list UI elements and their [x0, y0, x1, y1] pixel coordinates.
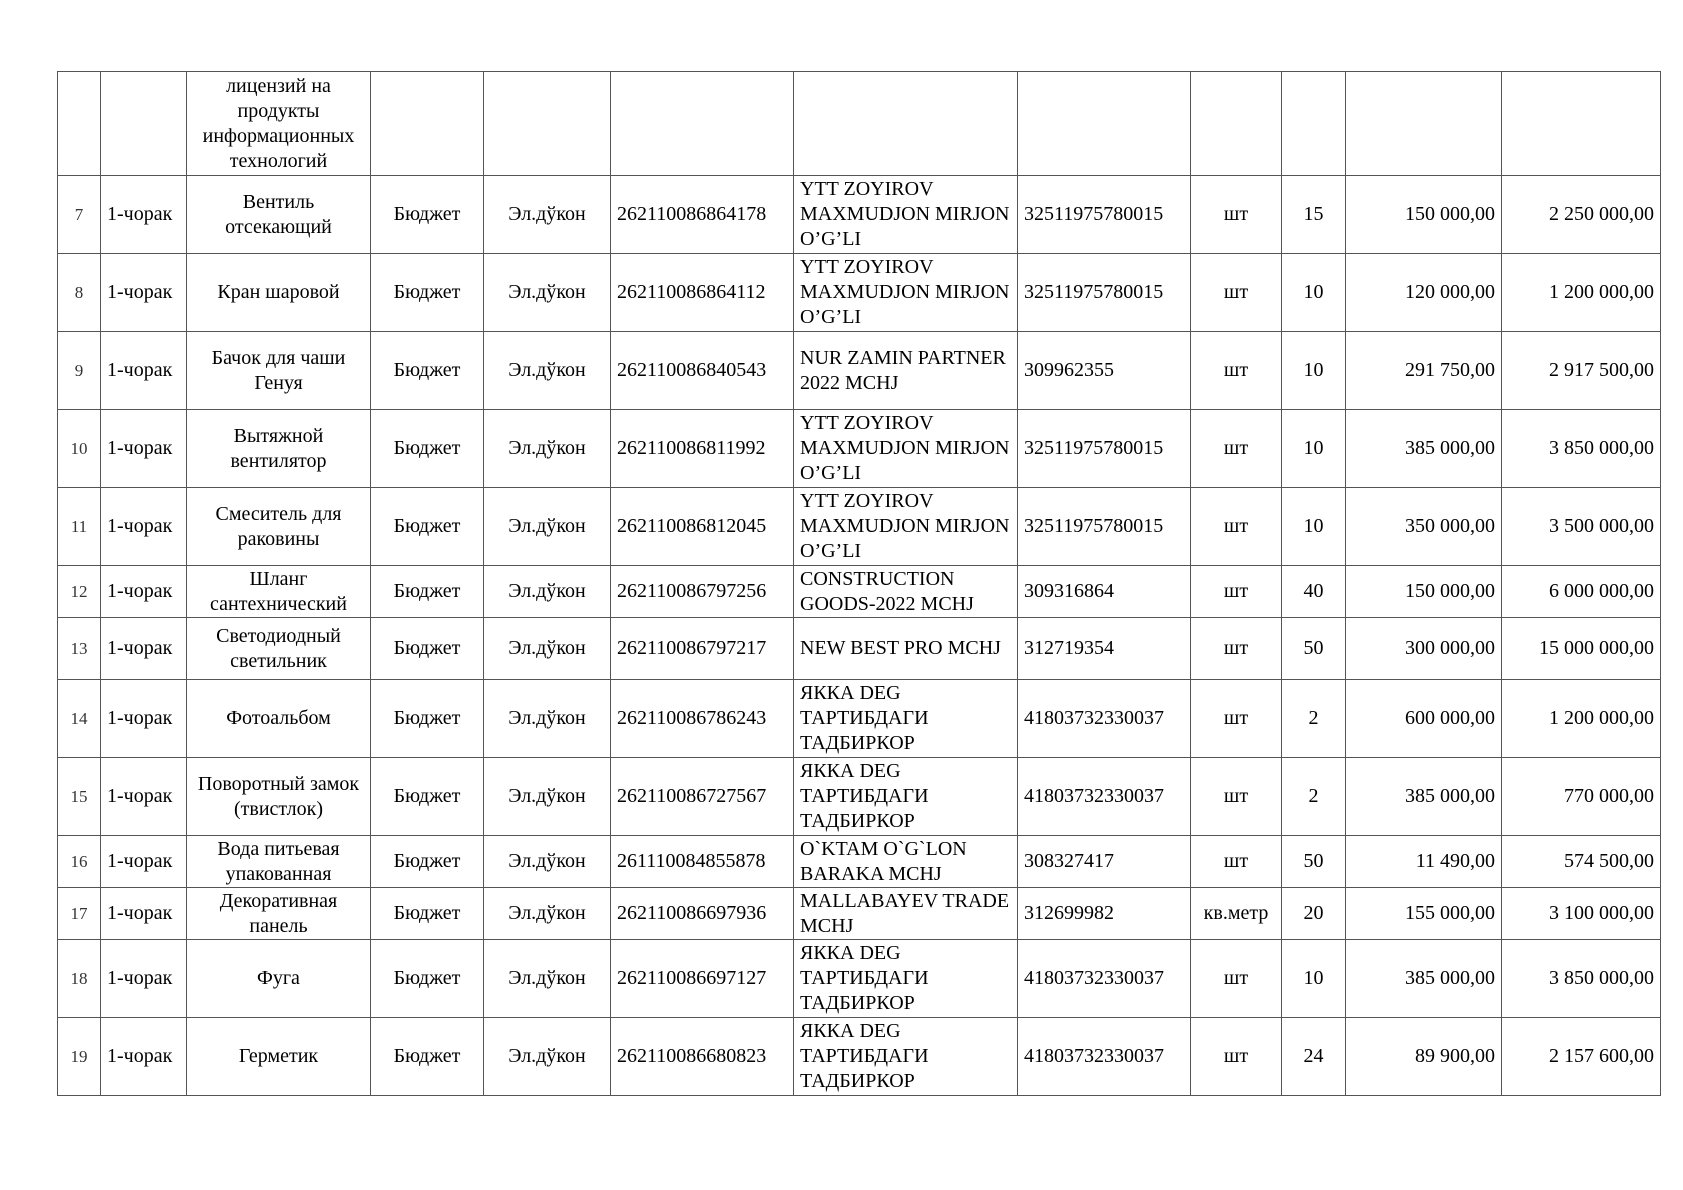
unit-price-cell: 150 000,00 [1346, 566, 1502, 618]
contract-number-cell: 262110086840543 [611, 332, 794, 410]
procurement-method-cell: Эл.дўкон [484, 888, 611, 940]
table-row [58, 1018, 1661, 1096]
supplier-inn-cell: 312719354 [1018, 618, 1191, 680]
supplier-name-cell: ЯККА DEG ТАРТИБДАГИ ТАДБИРКОР [794, 1018, 1018, 1096]
total-amount-cell: 2 250 000,00 [1502, 176, 1661, 254]
supplier-inn-cell: 41803732330037 [1018, 940, 1191, 1018]
funding-source-cell: Бюджет [371, 888, 484, 940]
total-amount-cell: 3 100 000,00 [1502, 888, 1661, 940]
item-name-cell: Герметик [187, 1018, 371, 1096]
procurement-method-cell: Эл.дўкон [484, 758, 611, 836]
item-name-cell: Декоративная панель [187, 888, 371, 940]
funding-source-cell: Бюджет [371, 488, 484, 566]
contract-number-cell: 262110086697936 [611, 888, 794, 940]
quantity-cell: 10 [1282, 332, 1346, 410]
quarter-cell: 1-чорак [101, 332, 187, 410]
table-row [58, 254, 1661, 332]
quarter-cell: 1-чорак [101, 940, 187, 1018]
unit-price-cell: 291 750,00 [1346, 332, 1502, 410]
funding-source-cell: Бюджет [371, 254, 484, 332]
unit-cell: шт [1191, 618, 1282, 680]
unit-price-cell: 120 000,00 [1346, 254, 1502, 332]
funding-source-cell: Бюджет [371, 680, 484, 758]
funding-source-cell: Бюджет [371, 836, 484, 888]
row-number: 15 [58, 758, 101, 836]
unit-cell: шт [1191, 940, 1282, 1018]
quarter-cell: 1-чорак [101, 888, 187, 940]
table-row [58, 488, 1661, 566]
table-row [58, 836, 1661, 888]
unit-cell: шт [1191, 1018, 1282, 1096]
total-amount-cell: 15 000 000,00 [1502, 618, 1661, 680]
contract-number-cell: 262110086864112 [611, 254, 794, 332]
item-name-cell: Вода питьевая упакованная [187, 836, 371, 888]
table-row [58, 410, 1661, 488]
supplier-name-cell: MALLABAYEV TRADE MCHJ [794, 888, 1018, 940]
procurement-method-cell: Эл.дўкон [484, 566, 611, 618]
quantity-cell: 50 [1282, 618, 1346, 680]
quantity-cell: 15 [1282, 176, 1346, 254]
supplier-name-cell: YTT ZOYIROV MAXMUDJON MIRJON O’G’LI [794, 410, 1018, 488]
unit-price-cell: 150 000,00 [1346, 176, 1502, 254]
procurement-method-cell: Эл.дўкон [484, 618, 611, 680]
table-row [58, 566, 1661, 618]
contract-number-cell: 262110086811992 [611, 410, 794, 488]
unit-price-cell: 385 000,00 [1346, 410, 1502, 488]
table-row [58, 758, 1661, 836]
supplier-name-cell: ЯККА DEG ТАРТИБДАГИ ТАДБИРКОР [794, 680, 1018, 758]
quantity-cell: 40 [1282, 566, 1346, 618]
item-name-cell: Поворотный замок (твистлок) [187, 758, 371, 836]
row-number: 7 [58, 176, 101, 254]
table-row [58, 176, 1661, 254]
procurement-method-cell: Эл.дўкон [484, 254, 611, 332]
table-row [58, 332, 1661, 410]
quarter-cell: 1-чорак [101, 176, 187, 254]
quantity-cell: 2 [1282, 680, 1346, 758]
supplier-inn-cell: 309962355 [1018, 332, 1191, 410]
table-body [58, 72, 1661, 1096]
funding-source-cell: Бюджет [371, 332, 484, 410]
quarter-cell: 1-чорак [101, 680, 187, 758]
supplier-inn-cell: 312699982 [1018, 888, 1191, 940]
row-number: 17 [58, 888, 101, 940]
unit-cell: шт [1191, 254, 1282, 332]
supplier-inn-cell: 309316864 [1018, 566, 1191, 618]
item-name-cell: Бачок для чаши Генуя [187, 332, 371, 410]
total-amount-cell: 2 157 600,00 [1502, 1018, 1661, 1096]
unit-price-cell: 350 000,00 [1346, 488, 1502, 566]
unit-cell: шт [1191, 410, 1282, 488]
unit-cell: шт [1191, 680, 1282, 758]
quantity-cell: 20 [1282, 888, 1346, 940]
unit-price-cell: 300 000,00 [1346, 618, 1502, 680]
supplier-inn-cell: 41803732330037 [1018, 680, 1191, 758]
supplier-inn-cell: 32511975780015 [1018, 488, 1191, 566]
total-amount-cell: 574 500,00 [1502, 836, 1661, 888]
supplier-name-cell: NUR ZAMIN PARTNER 2022 MCHJ [794, 332, 1018, 410]
contract-number-cell: 262110086680823 [611, 1018, 794, 1096]
quantity-cell: 2 [1282, 758, 1346, 836]
procurement-method-cell: Эл.дўкон [484, 836, 611, 888]
total-amount-cell: 2 917 500,00 [1502, 332, 1661, 410]
unit-cell: шт [1191, 566, 1282, 618]
total-amount-cell: 6 000 000,00 [1502, 566, 1661, 618]
quantity-cell: 10 [1282, 254, 1346, 332]
unit-price-cell: 11 490,00 [1346, 836, 1502, 888]
supplier-name-cell: ЯККА DEG ТАРТИБДАГИ ТАДБИРКОР [794, 940, 1018, 1018]
unit-cell: кв.метр [1191, 888, 1282, 940]
row-number: 11 [58, 488, 101, 566]
unit-price-cell: 385 000,00 [1346, 758, 1502, 836]
funding-source-cell: Бюджет [371, 618, 484, 680]
row-number: 9 [58, 332, 101, 410]
quantity-cell: 10 [1282, 940, 1346, 1018]
quarter-cell: 1-чорак [101, 758, 187, 836]
quantity-cell: 10 [1282, 488, 1346, 566]
procurement-method-cell: Эл.дўкон [484, 488, 611, 566]
unit-cell: шт [1191, 836, 1282, 888]
quarter-cell: 1-чорак [101, 618, 187, 680]
supplier-inn-cell: 308327417 [1018, 836, 1191, 888]
funding-source-cell: Бюджет [371, 1018, 484, 1096]
procurement-method-cell: Эл.дўкон [484, 940, 611, 1018]
supplier-name-cell: ЯККА DEG ТАРТИБДАГИ ТАДБИРКОР [794, 758, 1018, 836]
total-amount-cell: 770 000,00 [1502, 758, 1661, 836]
continuation-row [58, 72, 1661, 176]
row-number: 13 [58, 618, 101, 680]
table-row [58, 680, 1661, 758]
supplier-name-cell: O`KTAM O`G`LON BARAKA MCHJ [794, 836, 1018, 888]
total-amount-cell: 1 200 000,00 [1502, 254, 1661, 332]
contract-number-cell: 262110086797256 [611, 566, 794, 618]
supplier-inn-cell: 41803732330037 [1018, 758, 1191, 836]
quantity-cell: 24 [1282, 1018, 1346, 1096]
table-row [58, 888, 1661, 940]
table-row [58, 618, 1661, 680]
row-number: 14 [58, 680, 101, 758]
contract-number-cell: 261110084855878 [611, 836, 794, 888]
unit-price-cell: 89 900,00 [1346, 1018, 1502, 1096]
total-amount-cell: 3 850 000,00 [1502, 410, 1661, 488]
supplier-inn-cell: 32511975780015 [1018, 410, 1191, 488]
unit-cell: шт [1191, 758, 1282, 836]
contract-number-cell: 262110086864178 [611, 176, 794, 254]
unit-cell: шт [1191, 488, 1282, 566]
row-number: 18 [58, 940, 101, 1018]
supplier-inn-cell: 41803732330037 [1018, 1018, 1191, 1096]
item-name-cell: Вытяжной вентилятор [187, 410, 371, 488]
supplier-name-cell: YTT ZOYIROV MAXMUDJON MIRJON O’G’LI [794, 254, 1018, 332]
table-row [58, 940, 1661, 1018]
funding-source-cell: Бюджет [371, 758, 484, 836]
unit-price-cell: 600 000,00 [1346, 680, 1502, 758]
funding-source-cell: Бюджет [371, 940, 484, 1018]
item-name-cell: Шланг сантехнический [187, 566, 371, 618]
supplier-name-cell: YTT ZOYIROV MAXMUDJON MIRJON O’G’LI [794, 488, 1018, 566]
total-amount-cell: 1 200 000,00 [1502, 680, 1661, 758]
procurement-table [57, 71, 1661, 1096]
procurement-method-cell: Эл.дўкон [484, 176, 611, 254]
contract-number-cell: 262110086727567 [611, 758, 794, 836]
item-name-cell: Фуга [187, 940, 371, 1018]
funding-source-cell: Бюджет [371, 410, 484, 488]
supplier-name-cell: YTT ZOYIROV MAXMUDJON MIRJON O’G’LI [794, 176, 1018, 254]
contract-number-cell: 262110086786243 [611, 680, 794, 758]
unit-cell: шт [1191, 176, 1282, 254]
procurement-method-cell: Эл.дўкон [484, 680, 611, 758]
row-number: 19 [58, 1018, 101, 1096]
quarter-cell: 1-чорак [101, 488, 187, 566]
quarter-cell: 1-чорак [101, 836, 187, 888]
unit-price-cell: 155 000,00 [1346, 888, 1502, 940]
row-number: 8 [58, 254, 101, 332]
item-name-cell: Кран шаровой [187, 254, 371, 332]
row-number: 16 [58, 836, 101, 888]
procurement-method-cell: Эл.дўкон [484, 410, 611, 488]
supplier-name-cell: NEW BEST PRO MCHJ [794, 618, 1018, 680]
item-name-cell: Светодиодный светильник [187, 618, 371, 680]
unit-price-cell: 385 000,00 [1346, 940, 1502, 1018]
quarter-cell: 1-чорак [101, 1018, 187, 1096]
supplier-inn-cell: 32511975780015 [1018, 254, 1191, 332]
contract-number-cell: 262110086697127 [611, 940, 794, 1018]
row-number: 12 [58, 566, 101, 618]
funding-source-cell: Бюджет [371, 566, 484, 618]
item-name-cell: Фотоальбом [187, 680, 371, 758]
total-amount-cell: 3 850 000,00 [1502, 940, 1661, 1018]
funding-source-cell: Бюджет [371, 176, 484, 254]
contract-number-cell: 262110086812045 [611, 488, 794, 566]
procurement-method-cell: Эл.дўкон [484, 332, 611, 410]
quarter-cell: 1-чорак [101, 254, 187, 332]
procurement-method-cell: Эл.дўкон [484, 1018, 611, 1096]
supplier-inn-cell: 32511975780015 [1018, 176, 1191, 254]
contract-number-cell: 262110086797217 [611, 618, 794, 680]
quantity-cell: 10 [1282, 410, 1346, 488]
continuation-item-cell: лицензий на продукты информационных технологий [187, 72, 371, 176]
row-number: 10 [58, 410, 101, 488]
unit-cell: шт [1191, 332, 1282, 410]
supplier-name-cell: CONSTRUCTION GOODS-2022 MCHJ [794, 566, 1018, 618]
total-amount-cell: 3 500 000,00 [1502, 488, 1661, 566]
quarter-cell: 1-чорак [101, 566, 187, 618]
quarter-cell: 1-чорак [101, 410, 187, 488]
item-name-cell: Вентиль отсекающий [187, 176, 371, 254]
item-name-cell: Смеситель для раковины [187, 488, 371, 566]
quantity-cell: 50 [1282, 836, 1346, 888]
